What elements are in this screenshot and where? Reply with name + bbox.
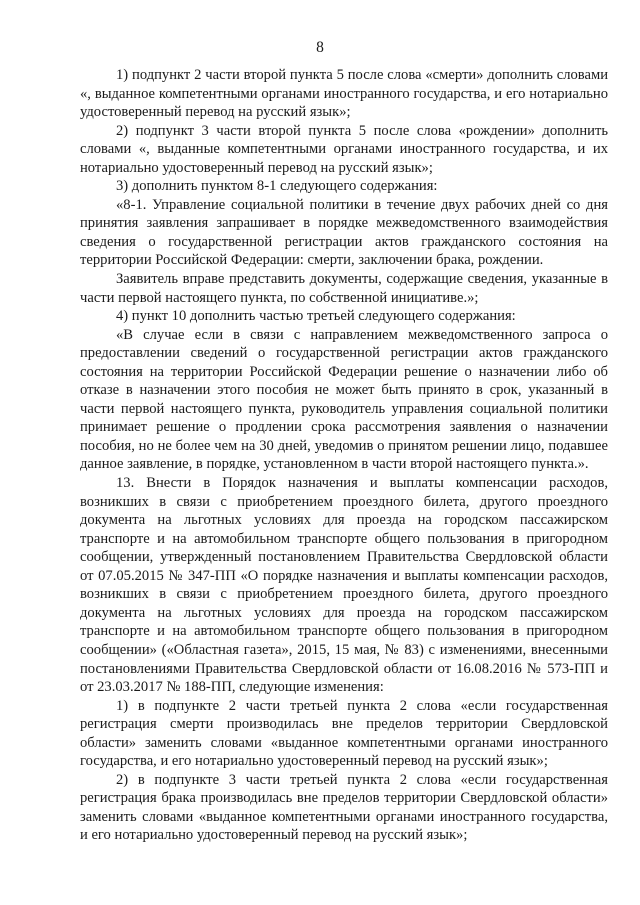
paragraph-clause-10-part-3: «В случае если в связи с направлением межведомственного запроса о предоставлении сведений о государственной регистрации актов гражданского состояния на территории Российской Федерации решение о назначении либо об отказе в назначении этого пособия не может быть принято в срок, указанный в части первой настоящего пункта, руководитель управления социальной политики принимает решение о продлении срока рассмотрения заявления о назначении пособия, но не более чем на 30 дней, уведомив о принятом решении лицо, подавшее данное заявление, в порядке, установленном в части второй настоящего пункта.». xyxy=(80,326,608,473)
paragraph-section-13-item-1: 1) в подпункте 2 части третьей пункта 2 слова «если государственная регистрация смерти производилась вне пределов территории Свердловской области» заменить словами «выданное компетентными органами иностранного государства, и его нотариально удостоверенный перевод на русский язык»; xyxy=(80,697,608,770)
paragraph-section-13-item-2: 2) в подпункте 3 части третьей пункта 2 слова «если государственная регистрация брака производилась вне пределов территории Свердловской области» заменить словами «выданное компетентными органами иностранного государства, и его нотариально удостоверенный перевод на русский язык»; xyxy=(80,771,608,844)
paragraph-amendment-1: 1) подпункт 2 части второй пункта 5 после слова «смерти» дополнить словами «, выданное компетентными органами иностранного государства, и его нотариально удостоверенный перевод на русский язык»; xyxy=(80,67,608,121)
paragraph-amendment-3: 3) дополнить пунктом 8-1 следующего содержания: xyxy=(116,178,438,195)
paragraph-applicant-right: Заявитель вправе представить документы, содержащие сведения, указанные в части первой настоящего пункта, по собственной инициативе.»; xyxy=(80,271,608,306)
paragraph-amendment-2: 2) подпункт 3 части второй пункта 5 после слова «рождении» дополнить словами «, выданные компетентными органами иностранного государства, и их нотариально удостоверенный перевод на русский язык»; xyxy=(80,122,608,176)
paragraph-section-13: 13. Внести в Порядок назначения и выплаты компенсации расходов, возникших в связи с приобретением проездного билета, другого проездного документа на льготных условиях для проезда на городском пассажирском транспорте и на автомобильном транспорте общего пользования в пригородном сообщении, утвержденный постановлением Правительства Свердловской области от 07.05.2015 № 347-ПП «О порядке назначения и выплаты компенсации расходов, возникших в связи с приобретением проездного билета, другого проездного документа на льготных условиях для проезда на городском пассажирском транспорте и на автомобильном транспорте общего пользования в пригородном сообщении» («Областная газета», 2015, 15 мая, № 83) с изменениями, внесенными постановлениями Правительства Свердловской области от 16.08.2016 № 573-ПП и от 23.03.2017 № 188-ПП, следующие изменения: xyxy=(80,475,608,696)
paragraph-amendment-4: 4) пункт 10 дополнить частью третьей следующего содержания: xyxy=(116,308,516,325)
document-body xyxy=(80,66,608,845)
page-number: 8 xyxy=(316,39,324,56)
paragraph-clause-8-1: «8-1. Управление социальной политики в течение двух рабочих дней со дня принятия заявления запрашивает в порядке межведомственного взаимодействия сведения о государственной регистрации актов гражданского состояния на территории Российской Федерации: смерти, заключении брака, рождении. xyxy=(80,196,608,269)
